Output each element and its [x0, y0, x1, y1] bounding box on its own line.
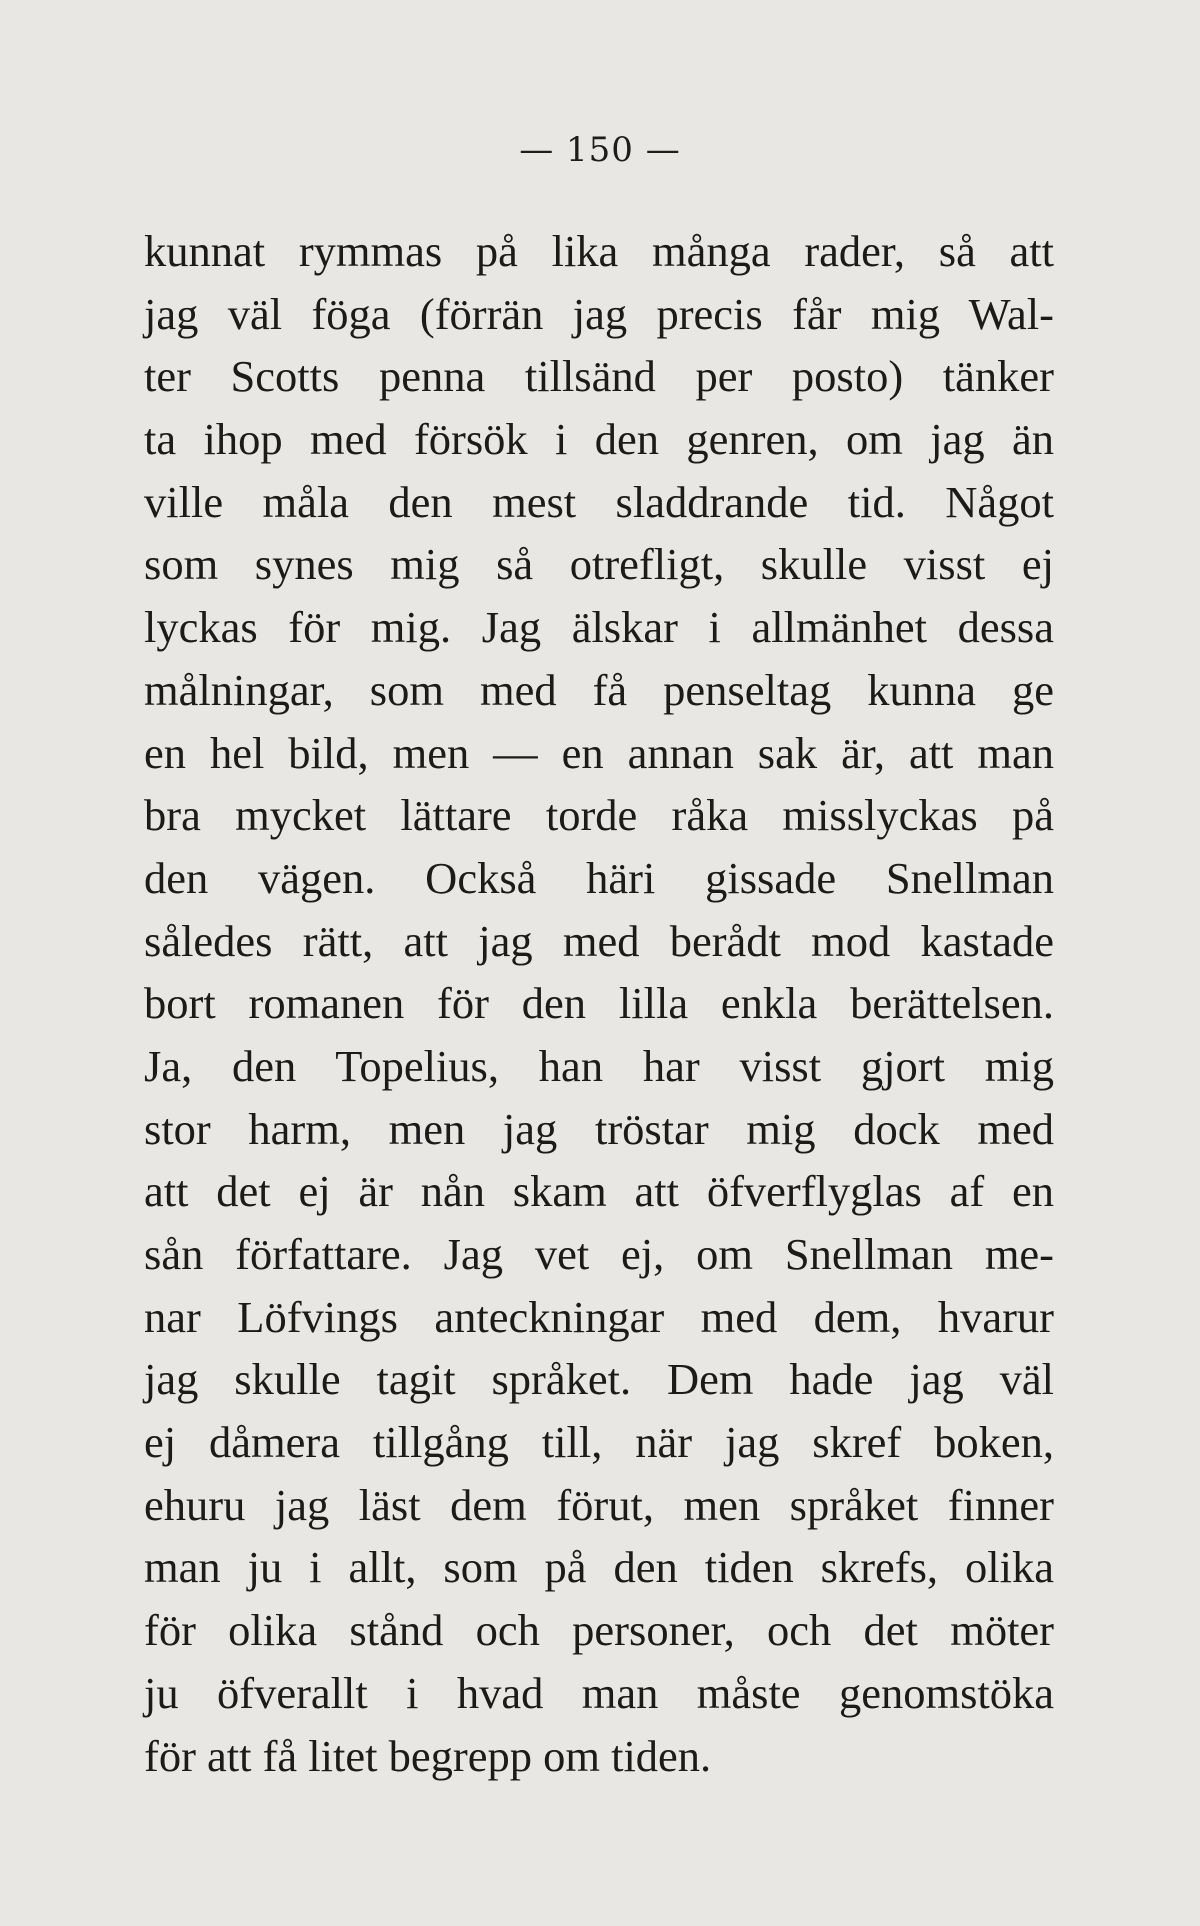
text-line: lyckas för mig. Jag älskar i allmänhet dessa — [144, 602, 1054, 653]
text-line: att det ej är nån skam att öfverflyglas af en — [144, 1166, 1054, 1217]
text-line: bra mycket lättare torde råka misslyckas på — [144, 790, 1054, 841]
body-text — [144, 220, 1054, 1787]
text-line: som synes mig så otrefligt, skulle visst ej — [144, 539, 1054, 590]
page-number: — 150 — — [519, 130, 681, 170]
text-line: ville måla den mest sladdrande tid. Något — [144, 476, 1054, 527]
text-line: således rätt, att jag med berådt mod kastade — [144, 915, 1054, 966]
text-line: jag skulle tagit språket. Dem hade jag väl — [144, 1354, 1054, 1405]
text-line: den vägen. Också häri gissade Snellman — [144, 852, 1054, 903]
text-line: kunnat rymmas på lika många rader, så att — [144, 226, 1054, 276]
text-line: nar Löfvings anteckningar med dem, hvarur — [144, 1291, 1054, 1342]
text-line: bort romanen för den lilla enkla berättelsen. — [144, 978, 1054, 1029]
text-line: ej dåmera tillgång till, när jag skref boken, — [144, 1417, 1054, 1468]
text-line: ehuru jag läst dem förut, men språket finner — [144, 1479, 1054, 1530]
text-line: sån författare. Jag vet ej, om Snellman me- — [144, 1229, 1054, 1279]
text-line: för att få litet begrepp om tiden. — [144, 1730, 712, 1781]
text-line: för olika stånd och personer, och det möter — [144, 1605, 1054, 1656]
text-line: jag väl föga (förrän jag precis får mig Wal- — [144, 288, 1054, 339]
text-line: ter Scotts penna tillsänd per posto) tänker — [144, 351, 1054, 402]
text-line: Ja, den Topelius, han har visst gjort mig — [144, 1040, 1054, 1091]
text-line: man ju i allt, som på den tiden skrefs, olika — [144, 1542, 1054, 1593]
text-line: ju öfverallt i hvad man måste genomstöka — [144, 1667, 1054, 1718]
text-line: ta ihop med försök i den genren, om jag än — [144, 414, 1054, 465]
text-line: en hel bild, men — en annan sak är, att man — [144, 727, 1054, 778]
text-line: målningar, som med få penseltag kunna ge — [144, 664, 1054, 715]
text-line: stor harm, men jag tröstar mig dock med — [144, 1103, 1054, 1154]
